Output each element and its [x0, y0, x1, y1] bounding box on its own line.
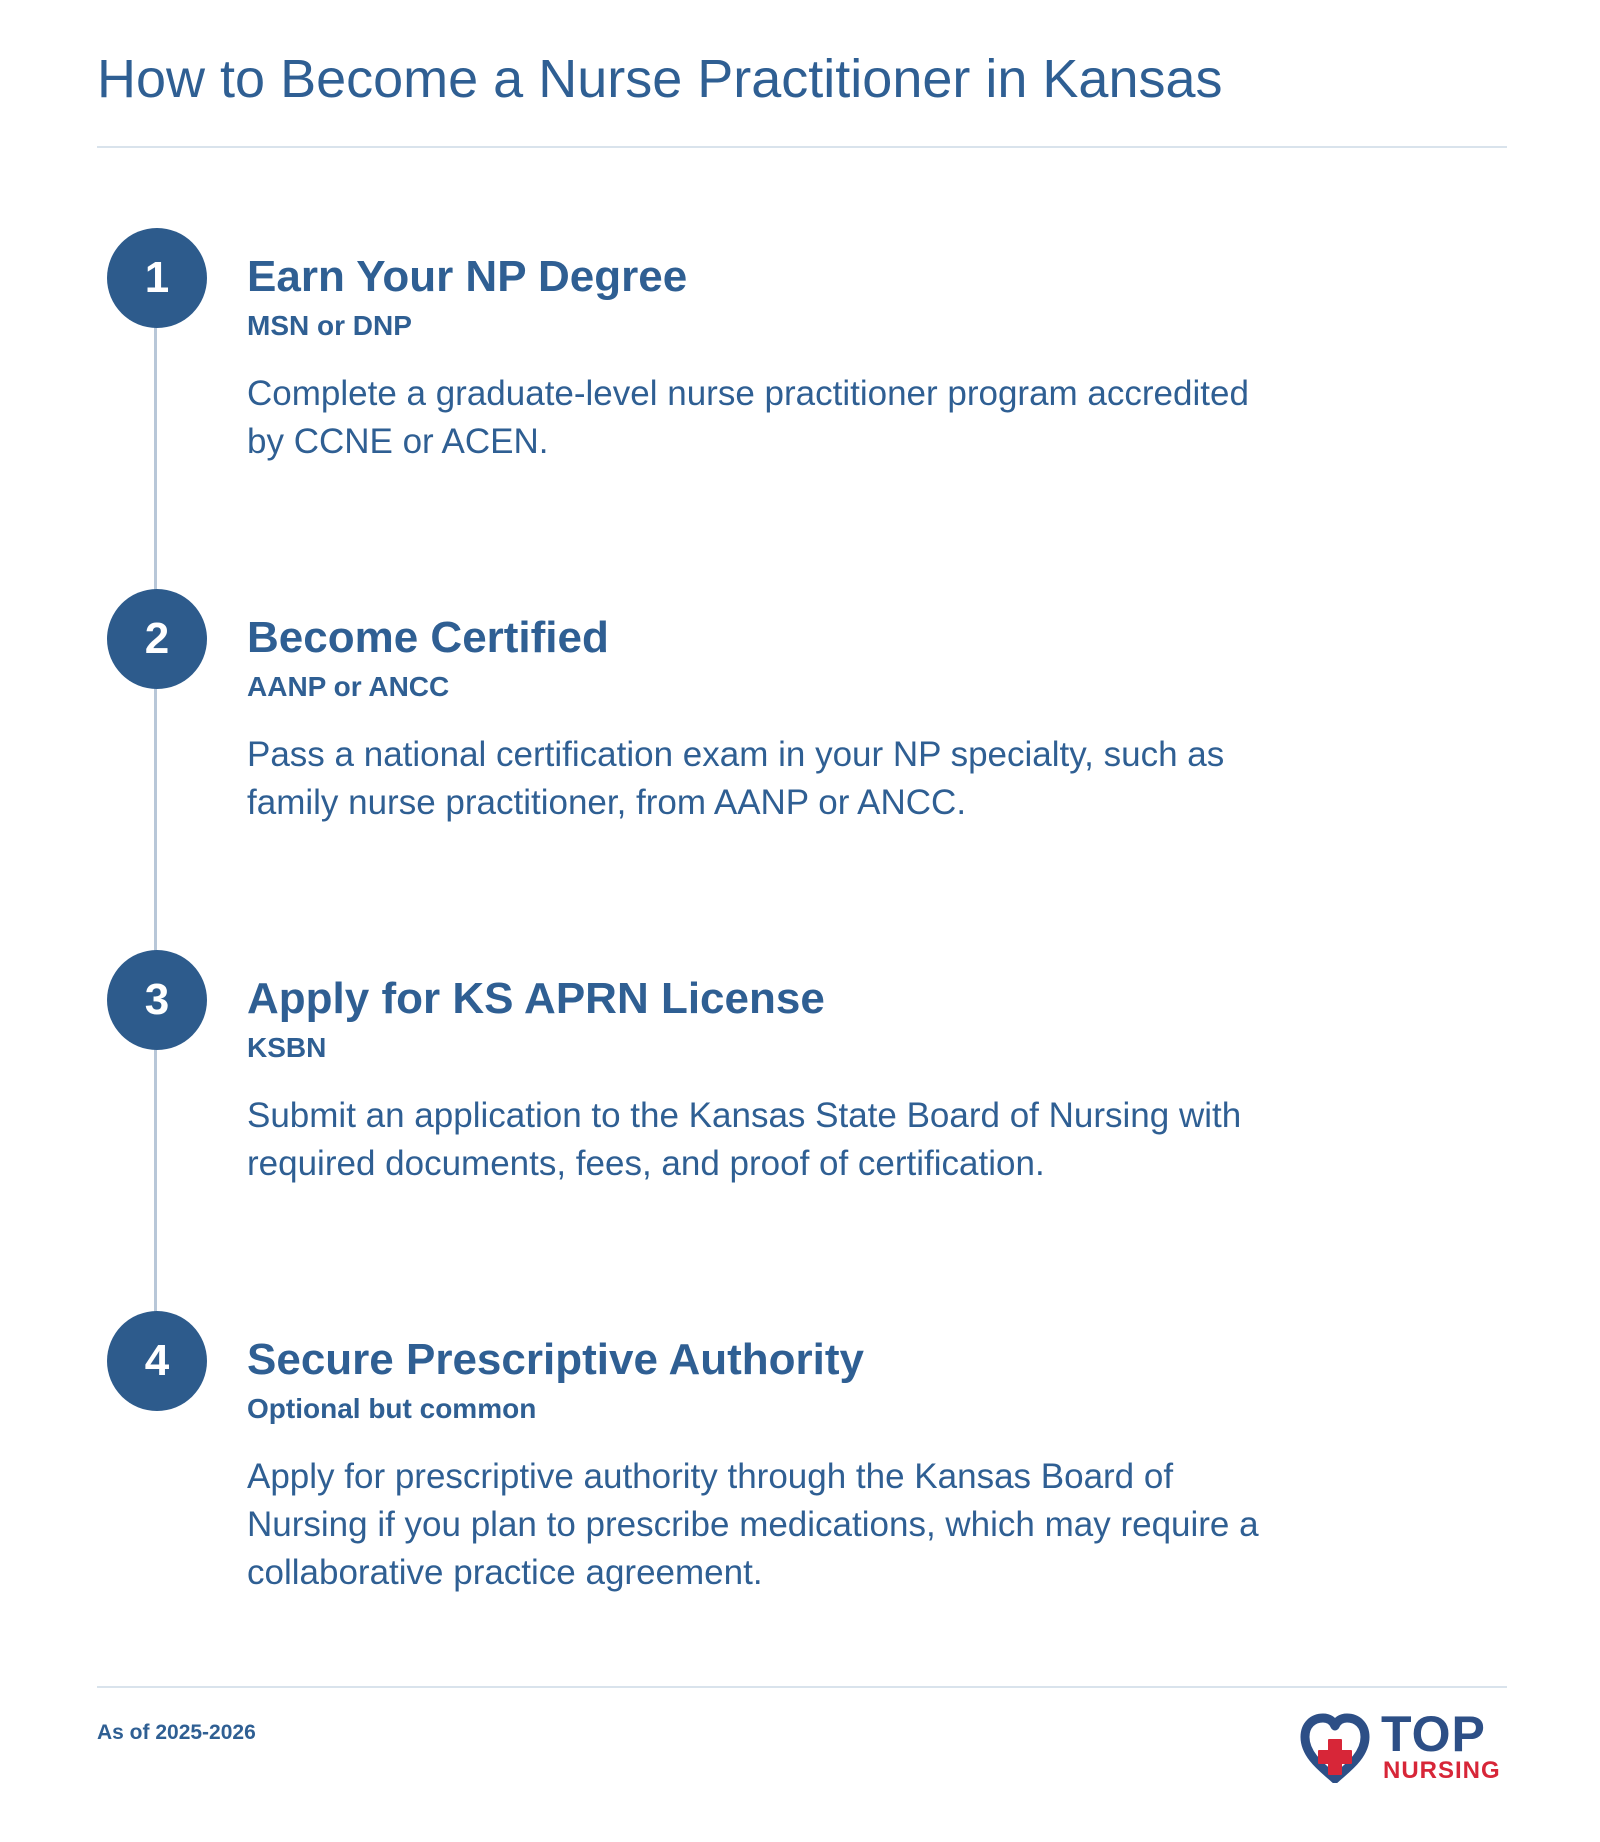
- bottom-divider: [97, 1686, 1507, 1688]
- step-content: [247, 970, 1347, 1188]
- brand-top-text: TOP: [1381, 1706, 1486, 1762]
- step-subtitle: KSBN: [247, 1032, 327, 1063]
- step-description: Submit an application to the Kansas State Board of Nursing with required documents, fees, and proof of certification.: [247, 1096, 1242, 1183]
- date-note: As of 2025-2026: [97, 1721, 256, 1744]
- step-subtitle: MSN or DNP: [247, 310, 412, 341]
- step-content: [247, 1331, 1347, 1597]
- brand-nursing-text: NURSING: [1383, 1757, 1501, 1784]
- step-title: Become Certified: [247, 613, 609, 662]
- step-content: [247, 609, 1347, 827]
- step-subtitle: AANP or ANCC: [247, 671, 450, 702]
- step-description: Complete a graduate-level nurse practitioner program accredited by CCNE or ACEN.: [247, 374, 1249, 461]
- page-title: How to Become a Nurse Practitioner in Kansas: [97, 49, 1223, 109]
- step-title: Apply for KS APRN License: [247, 974, 825, 1023]
- step-content: [247, 248, 1347, 466]
- step-number-badge: 1: [107, 228, 207, 328]
- top-divider: [97, 146, 1507, 148]
- step-title: Secure Prescriptive Authority: [247, 1335, 865, 1384]
- step-number-badge: 4: [107, 1311, 207, 1411]
- heart-cross-icon: [1297, 1713, 1373, 1783]
- step-title: Earn Your NP Degree: [247, 252, 688, 301]
- top-nursing-logo: [1297, 1707, 1507, 1785]
- step-description: Pass a national certification exam in your NP specialty, such as family nurse practitioner, from AANP or ANCC.: [247, 735, 1225, 822]
- step-number-badge: 3: [107, 950, 207, 1050]
- step-number-badge: 2: [107, 589, 207, 689]
- timeline-connector: [154, 277, 157, 1361]
- step-subtitle: Optional but common: [247, 1393, 537, 1424]
- step-description: Apply for prescriptive authority through the Kansas Board of Nursing if you plan to prescribe medications, which may require a collaborative practice agreement.: [247, 1457, 1259, 1592]
